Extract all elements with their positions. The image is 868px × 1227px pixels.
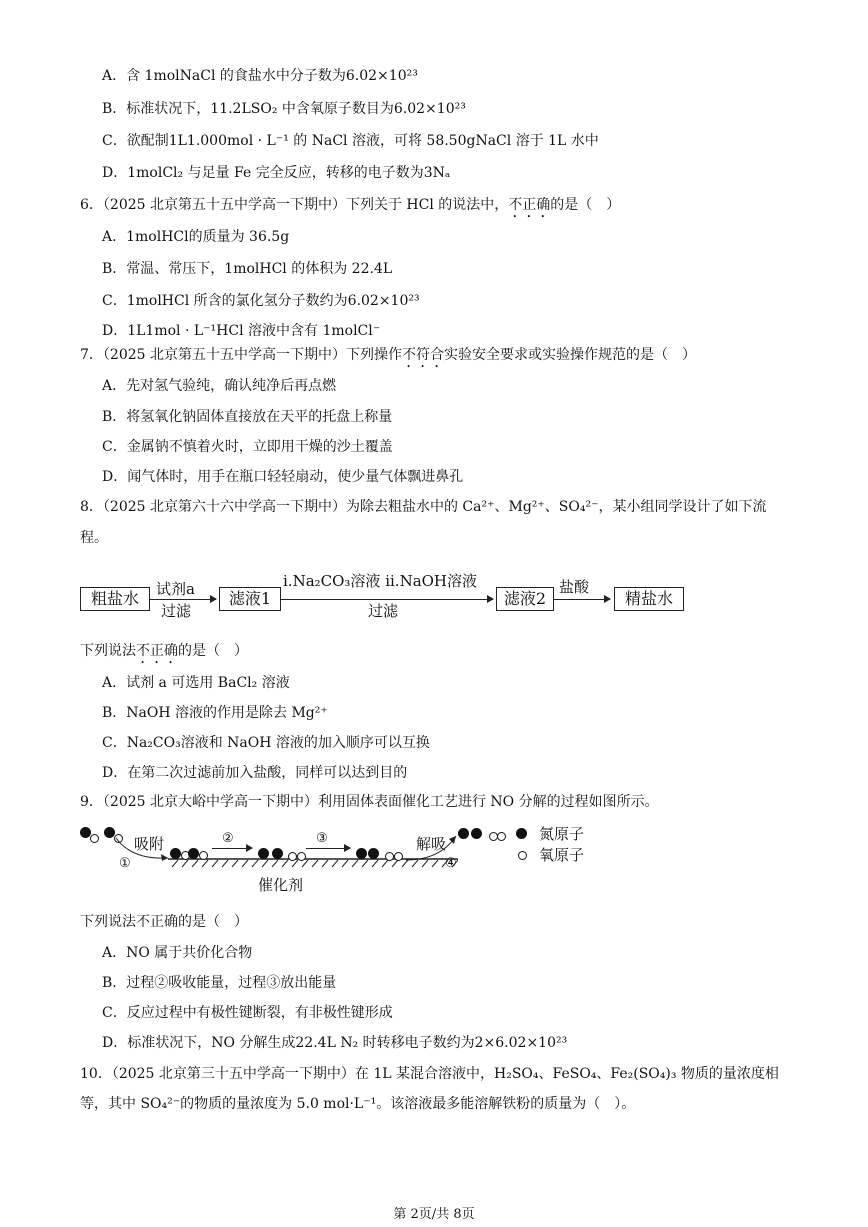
oxygen-atom (394, 852, 403, 861)
flow-box-pure-brine: 精盐水 (614, 587, 684, 611)
q7-stem (80, 345, 696, 371)
nitrogen-atom (170, 848, 181, 859)
q6-stem-pre: 6．（2025 北京第五十五中学高一下期中）下列关于 HCl 的说法中， (80, 197, 509, 213)
flow-box-filtrate1: 滤液1 (219, 587, 281, 611)
q6-stem-emphasis: 不正确 (508, 197, 551, 213)
q7-option-a: A．先对氢气验纯，确认纯净后再点燃 (102, 378, 337, 394)
q7-option-b: B．将氢氧化钠固体直接放在天平的托盘上称量 (102, 409, 393, 425)
q5-option-b: B．标准状况下，11.2LSO₂ 中含氧原子数目为6.02×10²³ (102, 101, 466, 117)
step-3-label: ③ (316, 831, 328, 846)
oxygen-atom (385, 852, 394, 861)
nitrogen-atom (356, 848, 367, 859)
q9-option-b: B．过程②吸收能量，过程③放出能量 (102, 975, 337, 991)
q6-stem-post: 的是（ ） (550, 197, 621, 213)
q9-option-d: D．标准状况下，NO 分解生成22.4L N₂ 时转移电子数约为2×6.02×10²³ (102, 1035, 568, 1051)
flow-hydrochloric-acid: 盐酸 (559, 578, 590, 596)
desorb-label: 解吸 (416, 835, 447, 853)
q8-option-d: D．在第二次过滤前加入盐酸，同样可以达到目的 (102, 765, 408, 781)
nitrogen-atom (458, 828, 469, 839)
q9-stem: 9．（2025 北京大峪中学高一下期中）利用固体表面催化工艺进行 NO 分解的过程如图所示。 (80, 794, 659, 810)
q6-option-b: B．常温、常压下，1molHCl 的体积为 22.4L (102, 261, 393, 277)
flow-arrow-2 (281, 599, 493, 600)
legend-nitrogen-label: 氮原子 (539, 825, 585, 843)
flow-box-crude-brine: 粗盐水 (80, 587, 150, 611)
legend-nitrogen-icon (516, 828, 527, 839)
nitrogen-atom (368, 848, 379, 859)
q8-ask-emphasis: 不正确 (136, 643, 178, 659)
flow-filter-1: 过滤 (161, 602, 192, 620)
q7-stem-pre: 7．（2025 北京第五十五中学高一下期中）下列操作 (80, 347, 402, 363)
legend-oxygen-label: 氧原子 (539, 846, 585, 864)
catalyst-label: 催化剂 (258, 876, 304, 894)
legend-oxygen-icon (518, 851, 527, 860)
flow-box-filtrate2: 滤液2 (496, 587, 554, 611)
flow-reagents-2: i.Na₂CO₃溶液 ii.NaOH溶液 (283, 572, 478, 590)
nitrogen-atom (471, 828, 482, 839)
q8-stem: 8．（2025 北京第六十六中学高一下期中）为除去粗盐水中的 Ca²⁺、Mg²⁺、SO₄²⁻，某小组同学设计了如下流 (80, 499, 767, 515)
flow-reagent-a: 试剂a (156, 580, 195, 598)
q8-option-a: A．试剂 a 可选用 BaCl₂ 溶液 (102, 675, 290, 691)
oxygen-atom (497, 832, 506, 841)
flow-arrow-3 (554, 599, 610, 600)
q8-ask (80, 641, 248, 667)
q8-ask-pre: 下列说法 (80, 643, 136, 659)
q8-ask-post: 的是（ ） (178, 643, 248, 659)
nitrogen-atom (188, 848, 199, 859)
q6-option-c: C．1molHCl 所含的氯化氢分子数约为6.02×10²³ (102, 293, 420, 309)
q7-option-d: D．闻气体时，用手在瓶口轻轻扇动，使少量气体飘进鼻孔 (102, 469, 464, 485)
q6-option-d: D．1L1mol · L⁻¹HCl 溶液中含有 1molCl⁻ (102, 323, 381, 339)
q10-stem: 10．（2025 北京第三十五中学高一下期中）在 1L 某混合溶液中，H₂SO₄、FeSO₄、Fe₂(SO₄)₃ 物质的量浓度相 (80, 1066, 779, 1082)
flow-arrow-1 (150, 599, 216, 600)
oxygen-atom (297, 852, 306, 861)
q7-option-c: C．金属钠不慎着火时，立即用干燥的沙土覆盖 (102, 439, 393, 455)
q8-option-c: C．Na₂CO₃溶液和 NaOH 溶液的加入顺序可以互换 (102, 735, 430, 751)
q10-stem-cont: 等，其中 SO₄²⁻的物质的量浓度为 5.0 mol·L⁻¹。该溶液最多能溶解铁粉的质量为（ ）。 (80, 1096, 636, 1112)
q6-stem (80, 195, 620, 221)
page-footer: 第 2页/共 8页 (393, 1207, 475, 1222)
q9-option-a: A．NO 属于共价化合物 (102, 945, 253, 961)
q9-ask: 下列说法不正确的是（ ） (80, 914, 248, 930)
flow-filter-2: 过滤 (368, 602, 399, 620)
q8-option-b: B．NaOH 溶液的作用是除去 Mg²⁺ (102, 705, 328, 721)
step-4-label: ④ (445, 856, 457, 871)
q9-option-c: C．反应过程中有极性键断裂，有非极性键形成 (102, 1005, 393, 1021)
step-1-label: ① (119, 856, 131, 871)
oxygen-atom (199, 851, 208, 860)
step-2-arrow (212, 848, 252, 849)
q8-stem-cont: 程。 (80, 530, 108, 546)
nitrogen-atom (258, 848, 269, 859)
q5-option-c: C．欲配制1L1.000mol · L⁻¹ 的 NaCl 溶液，可将 58.50gNaCl 溶于 1L 水中 (102, 133, 599, 149)
q5-option-d: D．1molCl₂ 与足量 Fe 完全反应，转移的电子数为3Nₐ (102, 165, 451, 181)
oxygen-atom (90, 834, 99, 843)
q7-stem-emphasis: 不符合 (402, 347, 444, 363)
nitrogen-atom (272, 848, 283, 859)
q7-stem-post: 实验安全要求或实验操作规范的是（ ） (444, 347, 696, 363)
step-3-arrow (306, 848, 350, 849)
step-2-label: ② (222, 831, 234, 846)
q6-option-a: A．1molHCl的质量为 36.5g (102, 229, 290, 245)
adsorb-label: 吸附 (134, 835, 165, 853)
q5-option-a: A．含 1molNaCl 的食盐水中分子数为6.02×10²³ (102, 68, 418, 84)
oxygen-atom (288, 852, 297, 861)
